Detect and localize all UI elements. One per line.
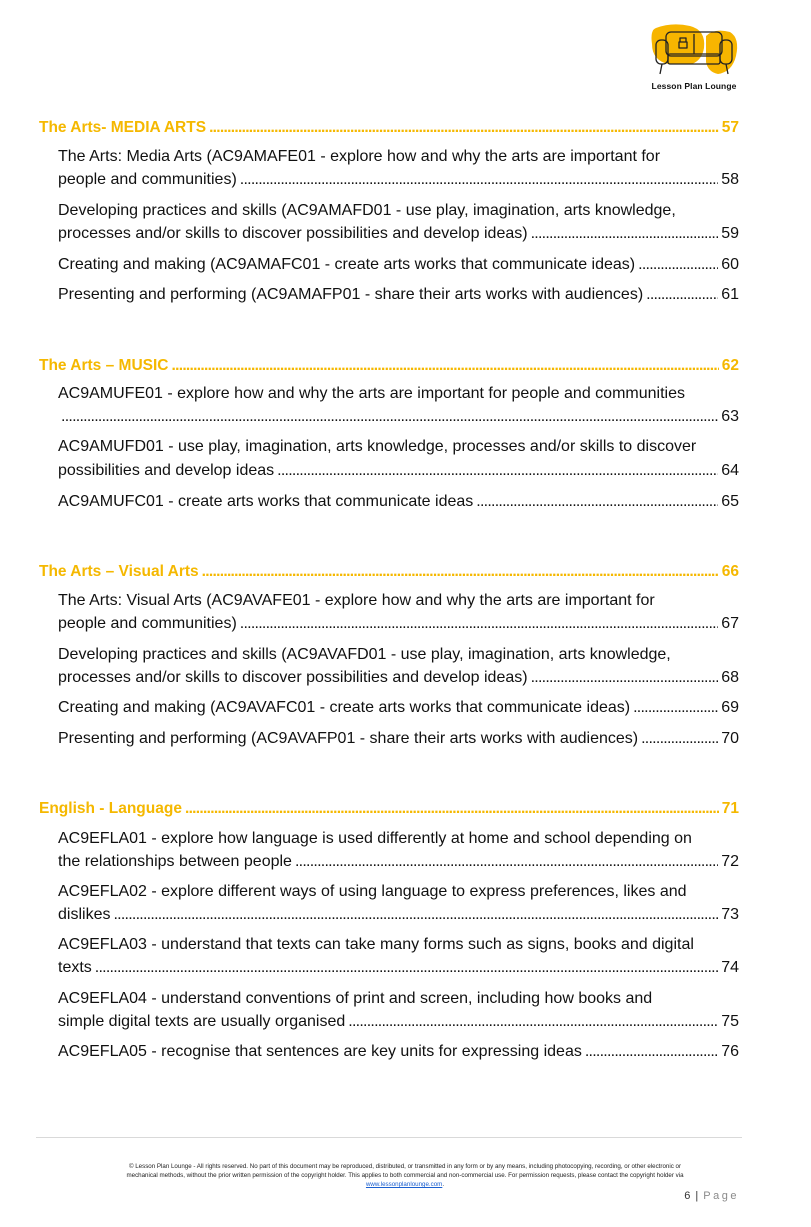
entry-text: processes and/or skills to discover possibilities and develop ideas) (58, 225, 528, 242)
toc-section-heading[interactable] (39, 800, 739, 818)
entry-page-number: 59 (721, 225, 739, 242)
entry-text: AC9AMUFE01 - explore how and why the arts are important for people and communities (58, 385, 685, 402)
dot-leader (61, 408, 718, 426)
entry-text: Creating and making (AC9AVAFC01 - create arts works that communicate ideas) (58, 699, 631, 716)
entry-page-number: 67 (721, 615, 739, 632)
toc-entry-line[interactable] (58, 438, 739, 456)
entry-page-number: 74 (721, 959, 739, 976)
toc-section-heading[interactable] (39, 119, 739, 137)
dot-leader (641, 730, 718, 748)
toc-section-heading[interactable] (39, 357, 739, 375)
dot-leader (638, 256, 718, 274)
dot-leader (476, 493, 718, 511)
entry-page-number: 63 (721, 408, 739, 425)
entry-text: Developing practices and skills (AC9AVAFD01 - use play, imagination, arts knowledge, (58, 646, 671, 663)
toc-entry[interactable] (58, 286, 739, 304)
section-title: The Arts- MEDIA ARTS (39, 119, 207, 136)
toc-entry[interactable] (58, 669, 739, 687)
dot-leader (95, 959, 718, 977)
entry-page-number: 70 (721, 730, 739, 747)
toc-entry-line[interactable] (58, 646, 739, 664)
section-page-number: 57 (721, 119, 739, 136)
copyright-line-1: © Lesson Plan Lounge - All rights reserved. No part of this document may be reproduced, distributed, or transmitted in any form or by any means, including photocopying, recording, or other electronic or (128, 1163, 682, 1170)
entry-text: people and communities) (58, 615, 237, 632)
toc-entry-line[interactable] (58, 385, 739, 403)
toc-entry[interactable] (58, 1013, 739, 1031)
logo-text: Lesson Plan Lounge (651, 81, 737, 91)
dot-leader (202, 563, 719, 581)
toc-entry[interactable] (58, 853, 739, 871)
entry-page-number: 75 (721, 1013, 739, 1030)
entry-page-number: 73 (721, 906, 739, 923)
section-page-number: 62 (721, 357, 739, 374)
entry-page-number: 60 (721, 256, 739, 273)
toc-entry-line[interactable] (58, 830, 739, 848)
entry-text: The Arts: Media Arts (AC9AMAFE01 - explore how and why the arts are important for (58, 148, 661, 165)
page-number-value: 6 (684, 1190, 692, 1202)
toc-entry-line[interactable] (58, 883, 739, 901)
entry-text: Developing practices and skills (AC9AMAFD01 - use play, imagination, arts knowledge, (58, 202, 676, 219)
entry-page-number: 65 (721, 493, 739, 510)
dot-leader (531, 225, 719, 243)
dot-leader (277, 462, 718, 480)
toc-entry[interactable] (58, 493, 739, 511)
toc-entry[interactable] (58, 1043, 739, 1061)
toc-entry[interactable] (58, 462, 739, 480)
toc-entry[interactable] (58, 171, 739, 189)
copyright-line-2: mechanical methods, without the prior written permission of the copyright holder. This applies to both commercial and non-commercial use. For permission requests, please contact the copyright holder via (126, 1172, 684, 1179)
entry-page-number: 72 (721, 853, 739, 870)
entry-page-number: 76 (721, 1043, 739, 1060)
toc-entry[interactable] (58, 959, 739, 977)
entry-text: AC9EFLA03 - understand that texts can take many forms such as signs, books and digital (58, 936, 694, 953)
toc-entry-line[interactable] (58, 202, 739, 220)
entry-page-number: 61 (721, 286, 739, 303)
dot-leader (585, 1043, 718, 1061)
dot-leader (240, 615, 718, 633)
toc-entry[interactable] (58, 408, 739, 426)
page-word: Page (703, 1190, 739, 1202)
entry-page-number: 69 (721, 699, 739, 716)
toc-entry[interactable] (58, 730, 739, 748)
toc-entry[interactable] (58, 256, 739, 274)
entry-text: AC9EFLA02 - explore different ways of using language to express preferences, likes and (58, 883, 687, 900)
footer-divider (36, 1137, 742, 1138)
entry-page-number: 64 (721, 462, 739, 479)
entry-text: Presenting and performing (AC9AVAFP01 - share their arts works with audiences) (58, 730, 639, 747)
entry-text: Creating and making (AC9AMAFC01 - create arts works that communicate ideas) (58, 256, 636, 273)
entry-page-number: 58 (721, 171, 739, 188)
entry-text: the relationships between people (58, 853, 292, 870)
copyright-line-3: www.lessonplanlounge.com. (365, 1181, 445, 1188)
entry-text: The Arts: Visual Arts (AC9AVAFE01 - explore how and why the arts are important for (58, 592, 655, 609)
toc-section-heading[interactable] (39, 563, 739, 581)
entry-text: AC9AMUFC01 - create arts works that communicate ideas (58, 493, 474, 510)
entry-text: dislikes (58, 906, 111, 923)
toc-entry-line[interactable] (58, 936, 739, 954)
entry-text: AC9AMUFD01 - use play, imagination, arts knowledge, processes and/or skills to discover (58, 438, 697, 455)
dot-leader (295, 853, 718, 871)
page-number-separator: | (695, 1190, 700, 1202)
entry-text: processes and/or skills to discover possibilities and develop ideas) (58, 669, 528, 686)
toc-entry[interactable] (58, 699, 739, 717)
lesson-plan-lounge-logo (646, 20, 742, 96)
entry-text: possibilities and develop ideas (58, 462, 275, 479)
toc-entry-line[interactable] (58, 148, 739, 166)
website-link[interactable]: www.lessonplanlounge.com (365, 1181, 443, 1188)
dot-leader (209, 119, 719, 137)
dot-leader (646, 286, 718, 304)
section-page-number: 66 (721, 563, 739, 580)
dot-leader (171, 357, 718, 375)
dot-leader (531, 669, 719, 687)
toc-entry[interactable] (58, 615, 739, 633)
entry-text: people and communities) (58, 171, 237, 188)
toc-entry-line[interactable] (58, 592, 739, 610)
toc-entry-line[interactable] (58, 990, 739, 1008)
copyright-notice (40, 1162, 770, 1189)
dot-leader (633, 699, 718, 717)
toc-entry[interactable] (58, 906, 739, 924)
dot-leader (240, 171, 718, 189)
sofa-icon (646, 20, 742, 80)
section-title: The Arts – MUSIC (39, 357, 169, 374)
entry-text: AC9EFLA01 - explore how language is used differently at home and school depending on (58, 830, 692, 847)
toc-entry[interactable] (58, 225, 739, 243)
entry-text: AC9EFLA05 - recognise that sentences are key units for expressing ideas (58, 1043, 582, 1060)
dot-leader (185, 800, 719, 818)
entry-page-number: 68 (721, 669, 739, 686)
page-number (684, 1190, 739, 1202)
entry-text: Presenting and performing (AC9AMAFP01 - share their arts works with audiences) (58, 286, 644, 303)
section-title: The Arts – Visual Arts (39, 563, 199, 580)
dot-leader (113, 906, 718, 924)
section-page-number: 71 (721, 800, 739, 817)
entry-text: simple digital texts are usually organised (58, 1013, 346, 1030)
dot-leader (348, 1013, 718, 1031)
section-title: English - Language (39, 800, 182, 817)
entry-text: AC9EFLA04 - understand conventions of print and screen, including how books and (58, 990, 653, 1007)
entry-text: texts (58, 959, 92, 976)
